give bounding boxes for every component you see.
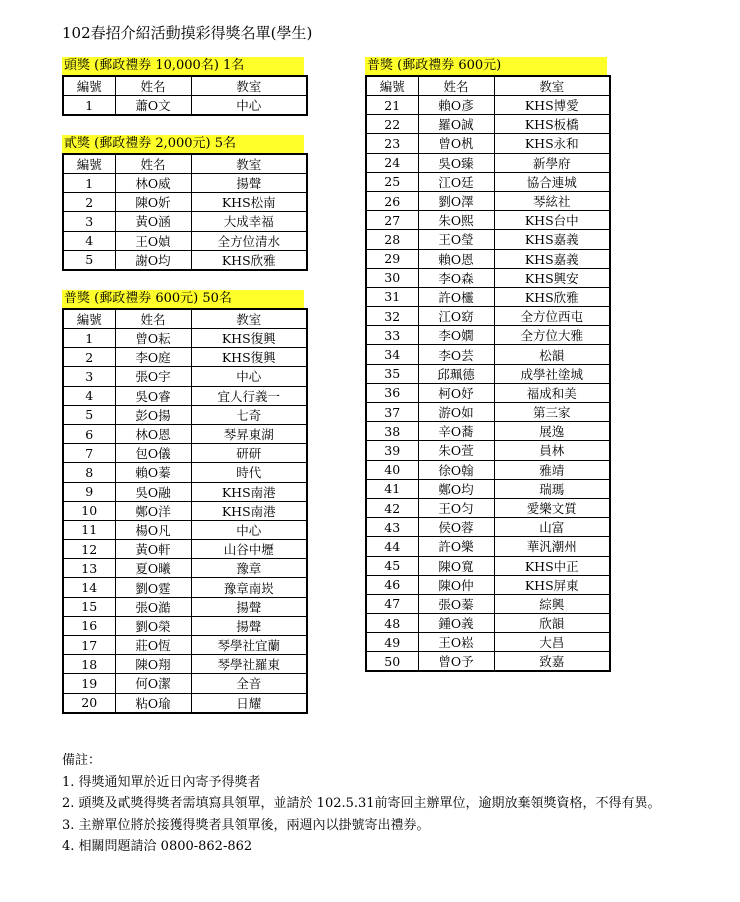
cell-classroom: 瑞瑪	[494, 479, 610, 498]
table-row	[366, 633, 610, 652]
column-header-classroom: 教室	[191, 309, 307, 329]
cell-name: 王O媜	[115, 231, 191, 250]
table-row	[366, 652, 610, 672]
general-prize-left-section	[62, 290, 308, 714]
cell-number: 45	[366, 556, 418, 575]
cell-classroom: KHS復興	[191, 329, 307, 348]
table-row	[63, 540, 307, 559]
cell-number: 40	[366, 460, 418, 479]
cell-classroom: 欣韻	[494, 614, 610, 633]
table-row	[63, 578, 307, 597]
table-row	[366, 345, 610, 364]
cell-number: 14	[63, 578, 115, 597]
table-header-row	[63, 76, 307, 96]
cell-classroom: KHS台中	[494, 211, 610, 230]
cell-number: 12	[63, 540, 115, 559]
table-row	[366, 403, 610, 422]
cell-number: 17	[63, 636, 115, 655]
cell-name: 張O蓁	[418, 594, 494, 613]
cell-name: 張O澔	[115, 597, 191, 616]
table-row	[63, 231, 307, 250]
cell-name: 劉O霆	[115, 578, 191, 597]
table-row	[366, 556, 610, 575]
cell-number: 32	[366, 307, 418, 326]
cell-classroom: 時代	[191, 463, 307, 482]
cell-classroom: 展逸	[494, 422, 610, 441]
column-header-name: 姓名	[115, 76, 191, 96]
cell-number: 47	[366, 594, 418, 613]
table-row	[63, 367, 307, 386]
cell-number: 2	[63, 193, 115, 212]
cell-name: 曾O耘	[115, 329, 191, 348]
cell-number: 33	[366, 326, 418, 345]
cell-name: 林O威	[115, 174, 191, 193]
cell-classroom: 全方位西屯	[494, 307, 610, 326]
cell-name: 林O恩	[115, 424, 191, 443]
cell-number: 39	[366, 441, 418, 460]
column-header-number: 編號	[63, 76, 115, 96]
cell-classroom: 中心	[191, 96, 307, 116]
cell-number: 50	[366, 652, 418, 672]
cell-classroom: 松韻	[494, 345, 610, 364]
cell-name: 柯O妤	[418, 383, 494, 402]
cell-classroom: 福成和美	[494, 383, 610, 402]
column-header-number: 編號	[63, 154, 115, 174]
cell-number: 11	[63, 520, 115, 539]
cell-number: 21	[366, 96, 418, 115]
cell-classroom: KHS永和	[494, 134, 610, 153]
table-row	[63, 174, 307, 193]
cell-number: 13	[63, 559, 115, 578]
cell-name: 何O潔	[115, 674, 191, 693]
general-prize-left-table	[62, 308, 308, 714]
general-prize-left-header: 普獎 (郵政禮券 600元) 50名	[62, 290, 304, 308]
table-row	[63, 405, 307, 424]
cell-number: 10	[63, 501, 115, 520]
cell-name: 賴O恩	[418, 249, 494, 268]
cell-classroom: 山富	[494, 518, 610, 537]
cell-number: 25	[366, 172, 418, 191]
cell-number: 15	[63, 597, 115, 616]
column-header-number: 編號	[366, 76, 418, 96]
cell-name: 黃O軒	[115, 540, 191, 559]
cell-name: 邱珮德	[418, 364, 494, 383]
cell-number: 29	[366, 249, 418, 268]
table-row	[63, 193, 307, 212]
cell-classroom: 琴絃社	[494, 191, 610, 210]
table-row	[366, 230, 610, 249]
table-row	[366, 479, 610, 498]
table-row	[366, 614, 610, 633]
cell-number: 27	[366, 211, 418, 230]
table-row	[366, 460, 610, 479]
column-header-name: 姓名	[418, 76, 494, 96]
cell-classroom: KHS博愛	[494, 96, 610, 115]
cell-number: 9	[63, 482, 115, 501]
table-row	[63, 597, 307, 616]
cell-name: 陳O妡	[115, 193, 191, 212]
table-row	[63, 96, 307, 116]
cell-number: 22	[366, 115, 418, 134]
cell-classroom: 員林	[494, 441, 610, 460]
cell-name: 彭O揚	[115, 405, 191, 424]
cell-name: 許O欞	[418, 287, 494, 306]
cell-name: 鄭O洋	[115, 501, 191, 520]
cell-classroom: KHS欣雅	[494, 287, 610, 306]
cell-name: 張O宇	[115, 367, 191, 386]
table-row	[366, 498, 610, 517]
cell-classroom: 揚聲	[191, 174, 307, 193]
cell-number: 4	[63, 231, 115, 250]
cell-classroom: KHS興安	[494, 268, 610, 287]
cell-classroom: KHS南港	[191, 482, 307, 501]
cell-name: 曾O杋	[418, 134, 494, 153]
cell-classroom: KHS屏東	[494, 575, 610, 594]
cell-classroom: 協合連城	[494, 172, 610, 191]
cell-name: 吳O臻	[418, 153, 494, 172]
table-row	[63, 212, 307, 231]
cell-classroom: KHS復興	[191, 348, 307, 367]
cell-name: 李O森	[418, 268, 494, 287]
table-row	[63, 424, 307, 443]
cell-name: 曾O予	[418, 652, 494, 672]
cell-classroom: 豫章	[191, 559, 307, 578]
table-row	[366, 537, 610, 556]
cell-name: 王O匀	[418, 498, 494, 517]
cell-name: 陳O仲	[418, 575, 494, 594]
table-row	[63, 501, 307, 520]
table-row	[63, 463, 307, 482]
cell-classroom: KHS板橋	[494, 115, 610, 134]
table-row	[366, 211, 610, 230]
cell-name: 謝O均	[115, 250, 191, 270]
note-item: 1. 得獎通知單於近日內寄予得獎者	[62, 774, 261, 790]
cell-name: 蕭O文	[115, 96, 191, 116]
cell-number: 23	[366, 134, 418, 153]
page-title: 102春招介紹活動摸彩得獎名單(學生)	[62, 24, 313, 42]
notes-heading: 備註：	[62, 753, 102, 768]
table-row	[366, 441, 610, 460]
cell-name: 鄭O均	[418, 479, 494, 498]
cell-classroom: 新學府	[494, 153, 610, 172]
cell-classroom: KHS欣雅	[191, 250, 307, 270]
cell-classroom: 全方位清水	[191, 231, 307, 250]
cell-name: 李O芸	[418, 345, 494, 364]
second-prize-table	[62, 153, 308, 271]
table-row	[63, 655, 307, 674]
table-row	[366, 307, 610, 326]
cell-name: 許O樂	[418, 537, 494, 556]
cell-name: 陳O翔	[115, 655, 191, 674]
cell-classroom: 愛樂文質	[494, 498, 610, 517]
cell-name: 侯O蓉	[418, 518, 494, 537]
cell-number: 1	[63, 329, 115, 348]
cell-number: 16	[63, 616, 115, 635]
second-prize-header: 貳獎 (郵政禮券 2,000元) 5名	[62, 135, 304, 153]
cell-name: 劉O榮	[115, 616, 191, 635]
note-item: 2. 頭獎及貳獎得獎者需填寫具領單，並請於 102.5.31前寄回主辦單位，逾期放棄領獎資格，不得有異。	[62, 796, 661, 811]
cell-number: 43	[366, 518, 418, 537]
cell-name: 包O儀	[115, 444, 191, 463]
cell-number: 6	[63, 424, 115, 443]
cell-name: 辛O蕎	[418, 422, 494, 441]
cell-number: 34	[366, 345, 418, 364]
cell-classroom: 琴學社羅東	[191, 655, 307, 674]
cell-classroom: 琴昇東湖	[191, 424, 307, 443]
second-prize-section	[62, 135, 308, 271]
table-row	[366, 134, 610, 153]
first-prize-table	[62, 75, 308, 116]
table-row	[63, 693, 307, 713]
cell-classroom: 綜興	[494, 594, 610, 613]
cell-name: 賴O蓁	[115, 463, 191, 482]
column-header-name: 姓名	[115, 154, 191, 174]
table-row	[366, 422, 610, 441]
table-row	[366, 518, 610, 537]
table-row	[366, 383, 610, 402]
cell-classroom: 中心	[191, 520, 307, 539]
table-row	[63, 674, 307, 693]
column-header-classroom: 教室	[191, 154, 307, 174]
table-row	[63, 636, 307, 655]
note-item: 3. 主辦單位將於接獲得獎者具領單後，兩週內以掛號寄出禮券。	[62, 817, 430, 833]
cell-classroom: 雅靖	[494, 460, 610, 479]
cell-classroom: 琴學社宜蘭	[191, 636, 307, 655]
table-header-row	[63, 154, 307, 174]
cell-classroom: 華汎潮州	[494, 537, 610, 556]
table-header-row	[63, 309, 307, 329]
cell-name: 羅O誠	[418, 115, 494, 134]
column-header-number: 編號	[63, 309, 115, 329]
cell-name: 夏O曦	[115, 559, 191, 578]
general-prize-right-section	[365, 57, 611, 672]
cell-name: 粘O瑜	[115, 693, 191, 713]
table-row	[366, 364, 610, 383]
cell-number: 41	[366, 479, 418, 498]
table-header-row	[366, 76, 610, 96]
cell-classroom: 日耀	[191, 693, 307, 713]
cell-classroom: 第三家	[494, 403, 610, 422]
cell-number: 3	[63, 212, 115, 231]
cell-number: 48	[366, 614, 418, 633]
cell-name: 王O崧	[418, 633, 494, 652]
table-row	[63, 616, 307, 635]
table-row	[366, 172, 610, 191]
notes	[62, 750, 661, 858]
cell-number: 4	[63, 386, 115, 405]
cell-number: 24	[366, 153, 418, 172]
general-prize-right-header: 普獎 (郵政禮券 600元)	[365, 57, 607, 75]
cell-classroom: 致嘉	[494, 652, 610, 672]
cell-number: 42	[366, 498, 418, 517]
column-header-classroom: 教室	[494, 76, 610, 96]
cell-number: 31	[366, 287, 418, 306]
cell-number: 49	[366, 633, 418, 652]
cell-classroom: 宜人行義一	[191, 386, 307, 405]
cell-classroom: KHS嘉義	[494, 249, 610, 268]
cell-number: 30	[366, 268, 418, 287]
cell-classroom: 中心	[191, 367, 307, 386]
cell-classroom: 全方位大雅	[494, 326, 610, 345]
cell-name: 吳O睿	[115, 386, 191, 405]
cell-number: 35	[366, 364, 418, 383]
cell-name: 徐O翰	[418, 460, 494, 479]
cell-number: 46	[366, 575, 418, 594]
cell-classroom: 豫章南崁	[191, 578, 307, 597]
cell-number: 5	[63, 250, 115, 270]
cell-classroom: 成學社塗城	[494, 364, 610, 383]
table-row	[63, 250, 307, 270]
cell-name: 陳O寬	[418, 556, 494, 575]
cell-number: 26	[366, 191, 418, 210]
cell-classroom: KHS南港	[191, 501, 307, 520]
cell-name: 楊O凡	[115, 520, 191, 539]
table-row	[366, 249, 610, 268]
table-row	[63, 329, 307, 348]
cell-classroom: 揚聲	[191, 616, 307, 635]
cell-name: 朱O熙	[418, 211, 494, 230]
table-row	[63, 348, 307, 367]
cell-number: 1	[63, 174, 115, 193]
table-row	[366, 96, 610, 115]
cell-number: 8	[63, 463, 115, 482]
note-item: 4. 相關問題請洽 0800-862-862	[62, 839, 253, 854]
cell-classroom: 大昌	[494, 633, 610, 652]
table-row	[63, 520, 307, 539]
cell-name: 鍾O義	[418, 614, 494, 633]
cell-number: 3	[63, 367, 115, 386]
table-row	[366, 268, 610, 287]
cell-name: 朱O萱	[418, 441, 494, 460]
cell-number: 44	[366, 537, 418, 556]
cell-classroom: 全音	[191, 674, 307, 693]
table-row	[63, 559, 307, 578]
table-row	[366, 326, 610, 345]
first-prize-section	[62, 57, 308, 116]
cell-classroom: KHS嘉義	[494, 230, 610, 249]
cell-number: 5	[63, 405, 115, 424]
table-row	[366, 191, 610, 210]
table-row	[366, 594, 610, 613]
table-row	[366, 575, 610, 594]
cell-name: 李O嫺	[418, 326, 494, 345]
cell-number: 18	[63, 655, 115, 674]
cell-name: 賴O彥	[418, 96, 494, 115]
cell-name: 江O窈	[418, 307, 494, 326]
table-row	[366, 287, 610, 306]
cell-classroom: KHS松南	[191, 193, 307, 212]
cell-number: 36	[366, 383, 418, 402]
first-prize-header: 頭獎 (郵政禮券 10,000名) 1名	[62, 57, 304, 75]
cell-number: 37	[366, 403, 418, 422]
cell-name: 黃O涵	[115, 212, 191, 231]
cell-name: 李O庭	[115, 348, 191, 367]
cell-number: 1	[63, 96, 115, 116]
table-row	[366, 153, 610, 172]
cell-classroom: KHS中正	[494, 556, 610, 575]
cell-number: 38	[366, 422, 418, 441]
cell-name: 王O瑩	[418, 230, 494, 249]
cell-number: 2	[63, 348, 115, 367]
general-prize-right-table	[365, 75, 611, 672]
cell-name: 江O廷	[418, 172, 494, 191]
table-row	[366, 115, 610, 134]
column-header-name: 姓名	[115, 309, 191, 329]
cell-classroom: 山谷中壢	[191, 540, 307, 559]
cell-classroom: 七奇	[191, 405, 307, 424]
cell-name: 吳O融	[115, 482, 191, 501]
cell-number: 20	[63, 693, 115, 713]
table-row	[63, 444, 307, 463]
table-row	[63, 482, 307, 501]
cell-name: 劉O澤	[418, 191, 494, 210]
column-header-classroom: 教室	[191, 76, 307, 96]
cell-name: 莊O恆	[115, 636, 191, 655]
table-row	[63, 386, 307, 405]
cell-number: 19	[63, 674, 115, 693]
cell-classroom: 揚聲	[191, 597, 307, 616]
cell-name: 游O如	[418, 403, 494, 422]
cell-classroom: 研研	[191, 444, 307, 463]
cell-classroom: 大成幸福	[191, 212, 307, 231]
cell-number: 7	[63, 444, 115, 463]
cell-number: 28	[366, 230, 418, 249]
